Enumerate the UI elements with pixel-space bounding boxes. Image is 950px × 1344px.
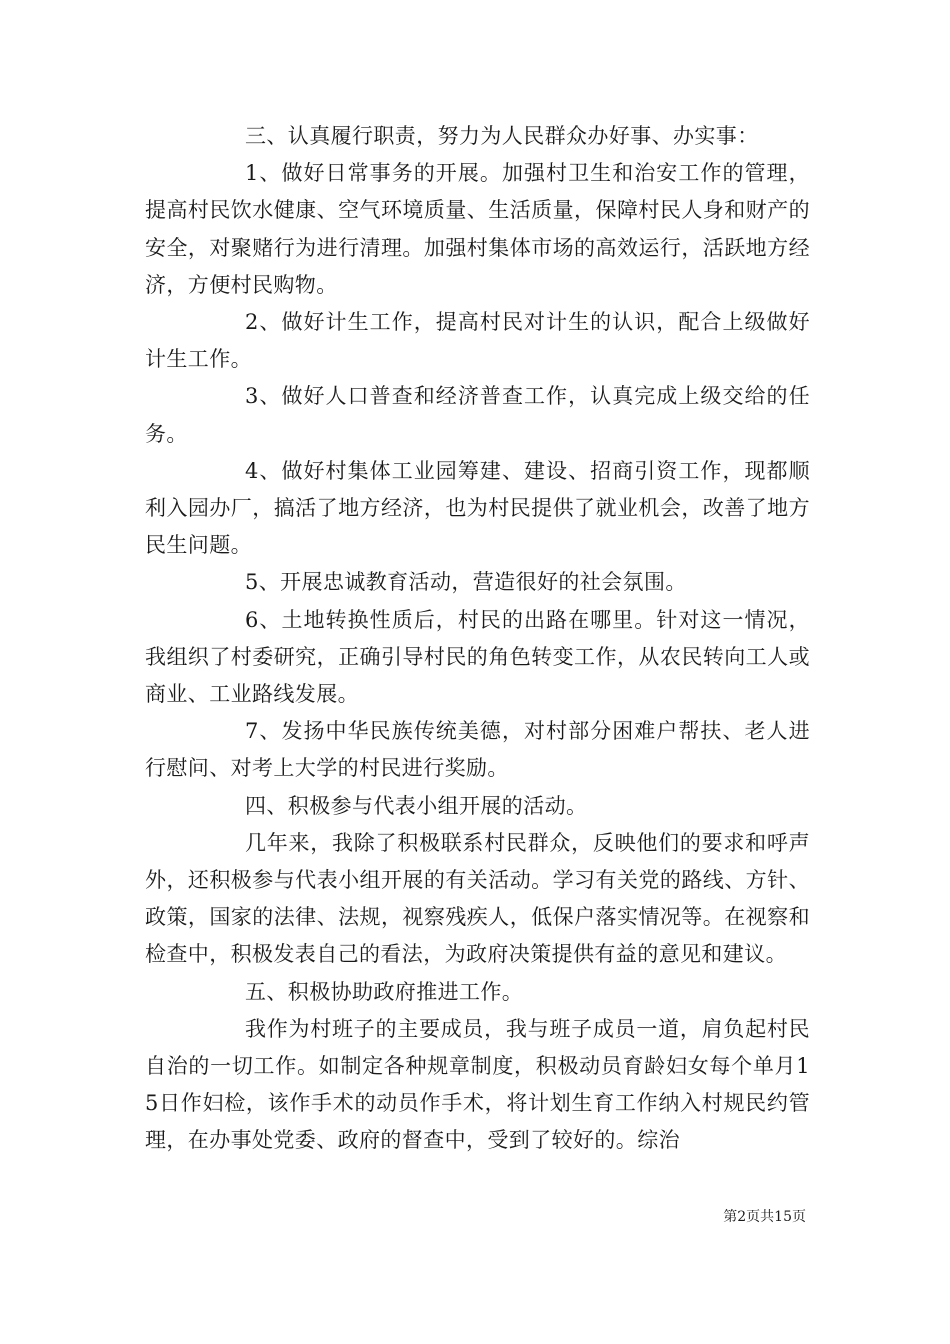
document-body: [145, 118, 810, 1160]
paragraph-section-four-body: 几年来，我除了积极联系村民群众，反映他们的要求和呼声外，还积极参与代表小组开展的有关活动。学习有关党的路线、方针、政策，国家的法律、法规，视察残疾人，低保户落实情况等。在视察和检查中，积极发表自己的看法，为政府决策提供有益的意见和建议。: [145, 830, 810, 967]
paragraph-item-2: 2、做好计生工作，提高村民对计生的认识，配合上级做好计生工作。: [145, 310, 810, 372]
paragraph-item-3: 3、做好人口普查和经济普查工作，认真完成上级交给的任务。: [145, 384, 810, 446]
paragraph-item-4: 4、做好村集体工业园筹建、建设、招商引资工作，现都顺利入园办厂，搞活了地方经济，也为村民提供了就业机会，改善了地方民生问题。: [145, 458, 810, 558]
paragraph-item-5: 5、开展忠诚教育活动，营造很好的社会氛围。: [245, 570, 687, 595]
section-heading-three: 三、认真履行职责，努力为人民群众办好事、办实事：: [245, 124, 759, 148]
paragraph-item-7: 7、发扬中华民族传统美德，对村部分困难户帮扶、老人进行慰问、对考上大学的村民进行奖励。: [145, 719, 810, 781]
page-number-footer: 第2页共15页: [723, 1209, 806, 1225]
paragraph-item-6: 6、土地转换性质后，村民的出路在哪里。针对这一情况，我组织了村委研究，正确引导村民的角色转变工作，从农民转向工人或商业、工业路线发展。: [145, 607, 810, 707]
paragraph-section-five-body: 我作为村班子的主要成员，我与班子成员一道，肩负起村民自治的一切工作。如制定各种规章制度，积极动员育龄妇女每个单月15日作妇检，该作手术的动员作手术，将计划生育工作纳入村规民约管理，在办事处党委、政府的督查中，受到了较好的。综治: [145, 1016, 810, 1153]
section-heading-four: 四、积极参与代表小组开展的活动。: [245, 793, 588, 818]
section-heading-five: 五、积极协助政府推进工作。: [245, 979, 524, 1004]
paragraph-item-1: 1、做好日常事务的开展。加强村卫生和治安工作的管理，提高村民饮水健康、空气环境质量、生活质量，保障村民人身和财产的安全，对聚赌行为进行清理。加强村集体市场的高效运行，活跃地方经济，方便村民购物。: [145, 161, 810, 297]
